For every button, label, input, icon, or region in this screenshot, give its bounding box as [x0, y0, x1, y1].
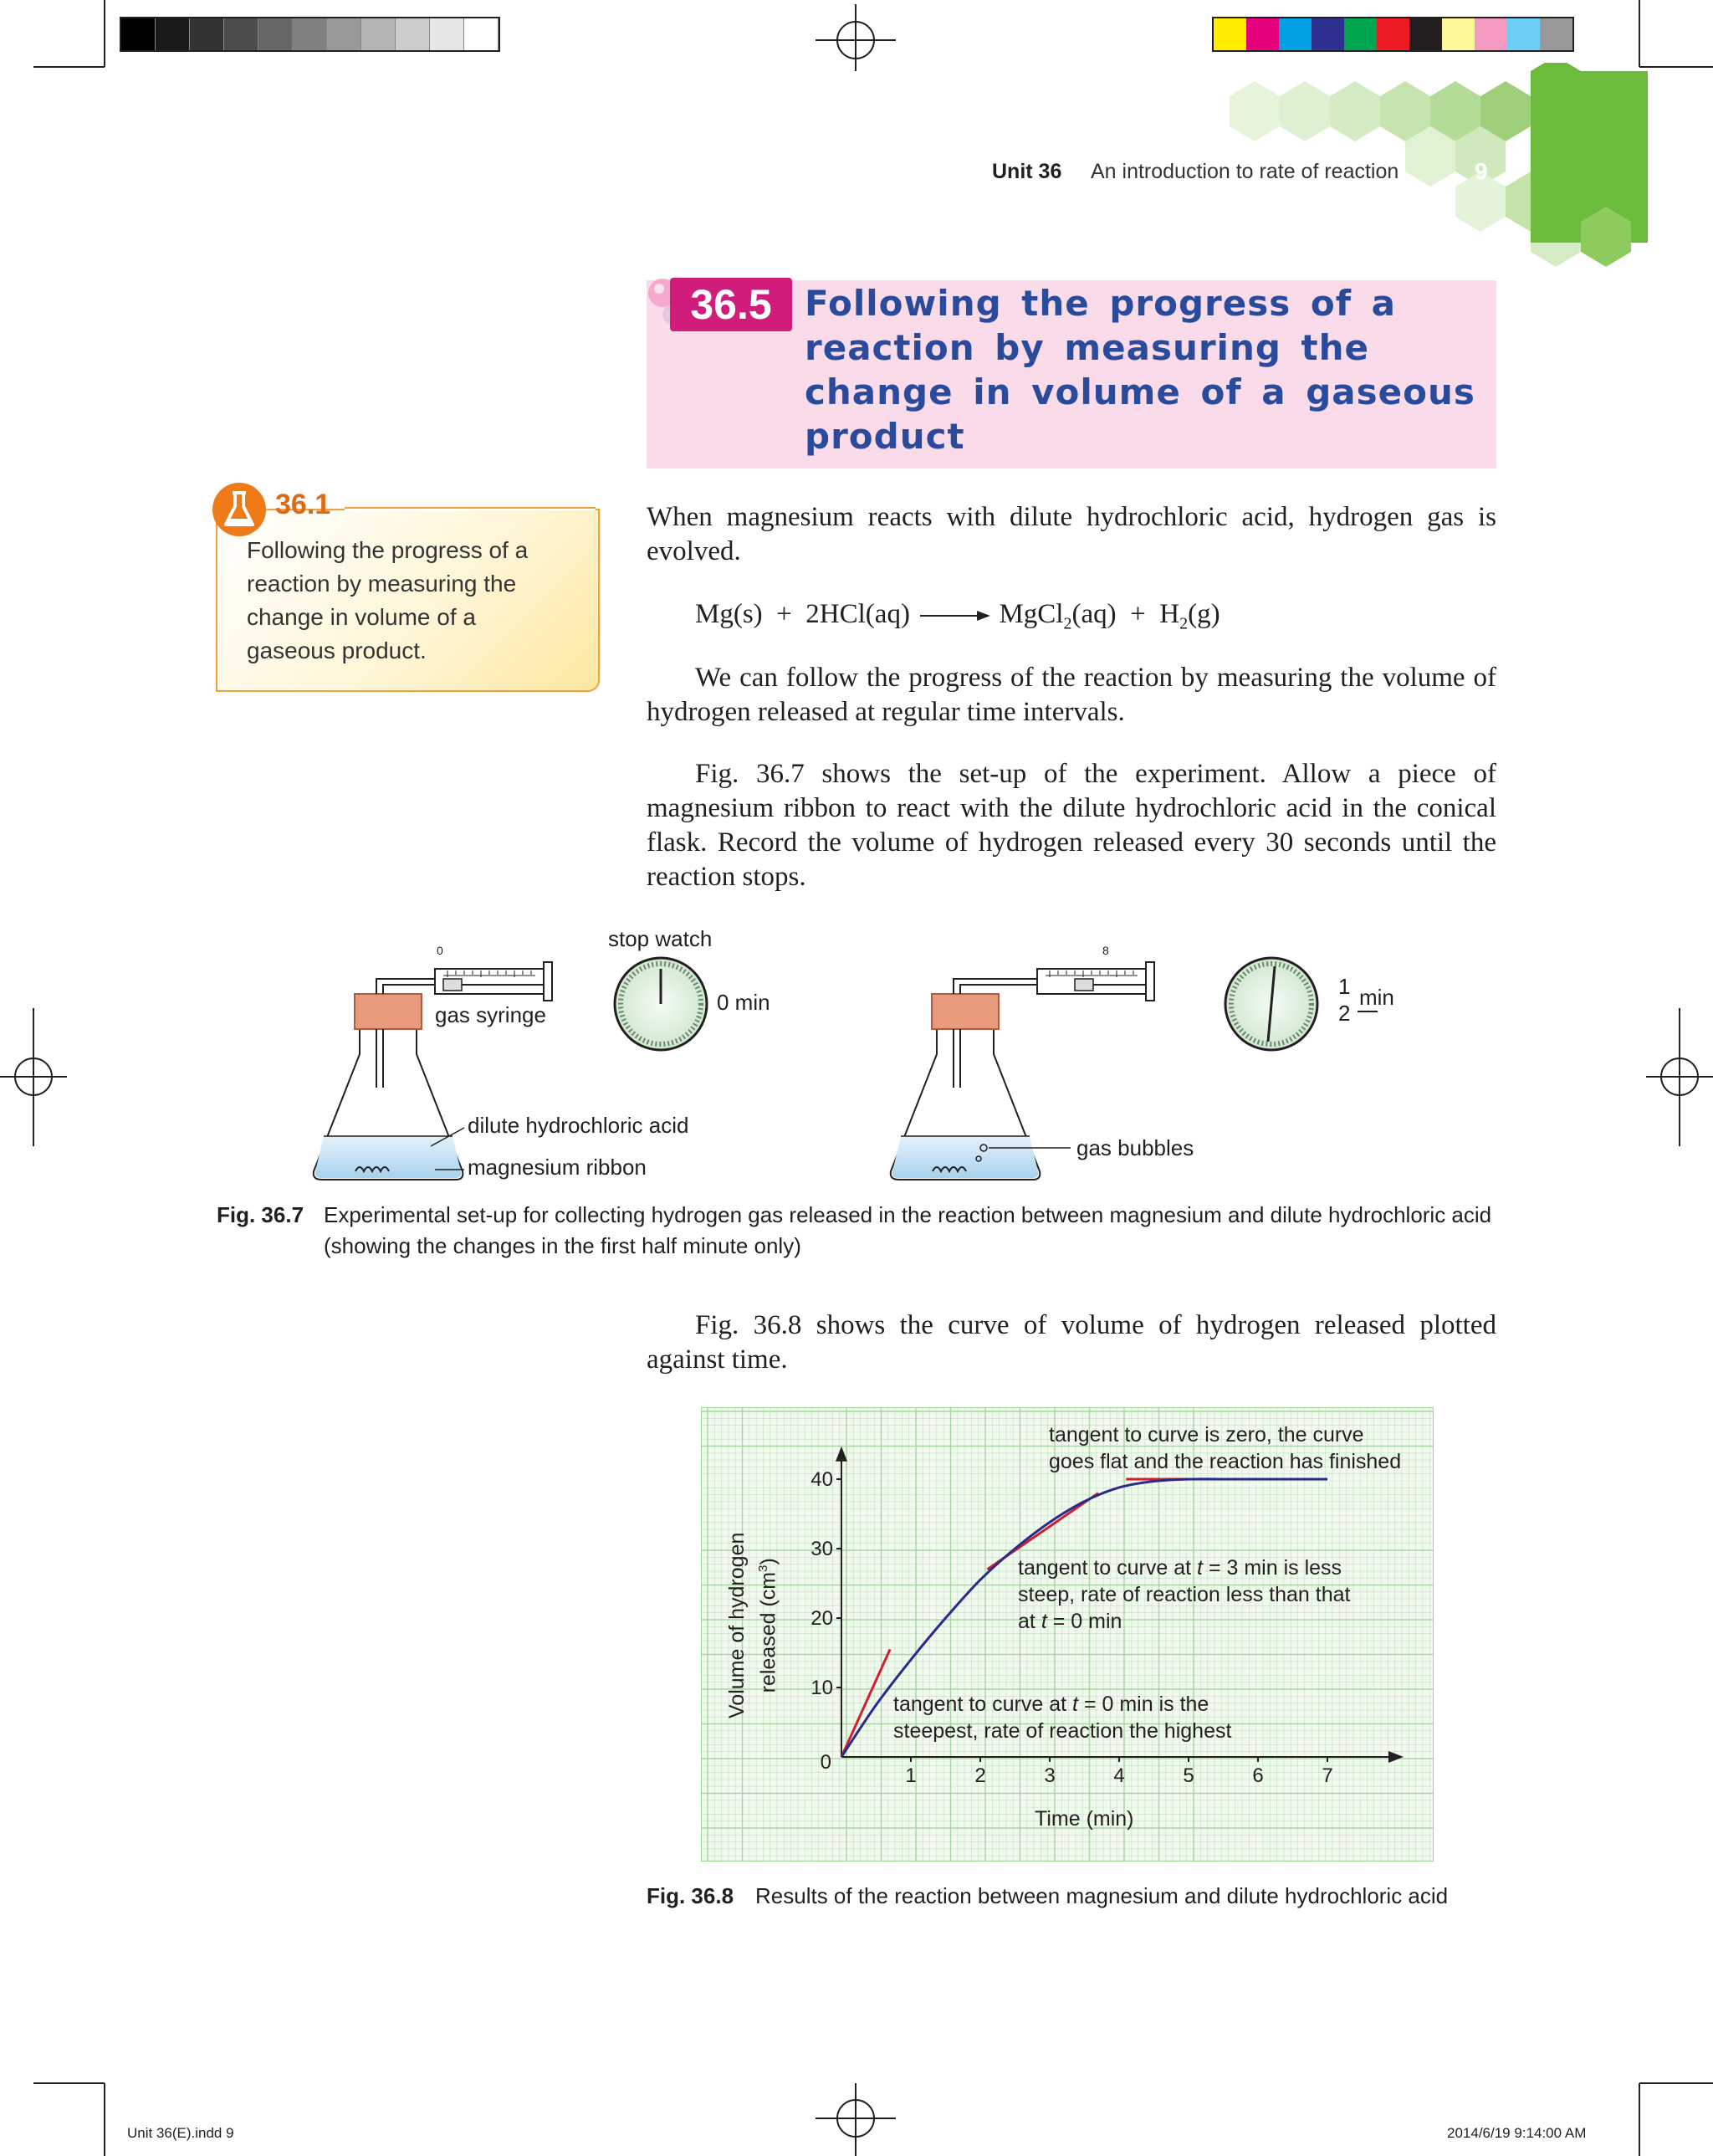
gas-syringe-right: [1037, 962, 1154, 1001]
y-tick-label: 20: [810, 1607, 833, 1630]
annotation-three-min: tangent to curve at t = 3 min is less steep, rate of reaction less than that at t = 0 min: [1018, 1556, 1351, 1633]
annotation-flat: [1049, 1421, 1401, 1475]
label-zero-min: 0 min: [717, 990, 770, 1015]
section-title: Following the progress of a reaction by measuring the change in volume of a gaseous product: [805, 283, 1475, 457]
paragraph-2: We can follow the progress of the reaction by measuring the volume of hydrogen released at regular time intervals.: [647, 663, 1496, 727]
x-tick-label: 5: [1183, 1764, 1194, 1787]
x-tick-label: 6: [1252, 1764, 1264, 1787]
label-gas-syringe: gas syringe: [435, 1002, 546, 1027]
chemical-equation: [695, 599, 1220, 634]
x-tick-label: 2: [974, 1764, 986, 1787]
label-gas-bubbles: gas bubbles: [1076, 1135, 1194, 1160]
footer-file: Unit 36(E).indd 9: [127, 2125, 234, 2141]
paragraph-3: Fig. 36.7 shows the set-up of the experiment. Allow a piece of magnesium ribbon to react with the dilute hydrochloric acid in the conical flask. Record the volume of hydrogen released every 30 seconds until the reaction stops.: [647, 759, 1496, 892]
origin-label: 0: [820, 1751, 831, 1774]
fig-36-7-caption: Experimental set-up for collecting hydrogen gas released in the reaction between magnesium and dilute hydrochloric acid (showing the changes in the first half minute only): [324, 1202, 1492, 1258]
stop-watch-left: [615, 958, 707, 1050]
label-stop-watch: stop watch: [608, 926, 713, 951]
stop-watch-right: [1225, 958, 1317, 1050]
flask-icon: [211, 481, 269, 540]
header-unit-label: Unit 36: [992, 160, 1062, 183]
label-half-numerator: 1: [1338, 974, 1351, 999]
x-tick-label: 4: [1113, 1764, 1125, 1787]
fig-36-7-label: Fig. 36.7: [217, 1202, 304, 1227]
learning-objective-text: Following the progress of a reaction by measuring the change in volume of a gaseous product.: [247, 537, 529, 663]
learning-objective-number: 36.1: [275, 489, 331, 520]
label-half-min-unit: min: [1359, 985, 1394, 1010]
plus-sign: +: [776, 599, 792, 629]
y-tick-label: 40: [810, 1468, 833, 1491]
x-axis-title: Time (min): [1035, 1807, 1134, 1831]
annotation-flat-line-2: goes flat and the reaction has finished: [1049, 1450, 1402, 1473]
fig-36-8-label: Fig. 36.8: [647, 1883, 734, 1908]
syringe-mark-right: 8: [1102, 944, 1109, 957]
y-tick-label: 30: [810, 1538, 833, 1560]
label-dilute-acid: dilute hydrochloric acid: [468, 1113, 689, 1138]
x-tick-label: 3: [1044, 1764, 1056, 1787]
footer-timestamp: 2014/6/19 9:14:00 AM: [1447, 2125, 1587, 2141]
reactant-mg: Mg(s): [695, 599, 763, 629]
x-tick-label: 1: [905, 1764, 917, 1787]
label-half-denominator: 2: [1338, 1001, 1351, 1026]
gas-syringe-left: [435, 962, 552, 1001]
reaction-arrow-icon: [917, 607, 992, 624]
y-tick-label: 10: [810, 1677, 833, 1699]
paragraph-1: When magnesium reacts with dilute hydrochloric acid, hydrogen gas is evolved.: [647, 502, 1496, 566]
label-magnesium-ribbon: magnesium ribbon: [468, 1155, 647, 1180]
paragraph-4: Fig. 36.8 shows the curve of volume of hydrogen released plotted against time.: [647, 1310, 1496, 1375]
header-unit-title: An introduction to rate of reaction: [1091, 160, 1399, 183]
product-mgcl2: MgCl$_2$(aq): [999, 599, 1117, 633]
annotation-flat-line-1: tangent to curve is zero, the curve: [1049, 1423, 1364, 1447]
plus-sign-2: +: [1130, 599, 1146, 629]
experiment-setup-diagram: [284, 929, 1455, 1196]
annotation-zero-min: tangent to curve at t = 0 min is the steepest, rate of reaction the highest: [893, 1693, 1232, 1743]
conical-flask-right: [891, 979, 1041, 1180]
fig-36-8-caption: Results of the reaction between magnesium and dilute hydrochloric acid: [755, 1883, 1449, 1908]
page-number: 9: [1475, 158, 1488, 184]
y-axis-title: Volume of hydrogen released $(cm^3)$: [725, 1532, 780, 1718]
reactant-hcl: 2HCl(aq): [805, 599, 910, 629]
product-h2: $H_2(g)$: [1159, 599, 1220, 633]
section-number-badge: 36.5: [670, 278, 792, 331]
syringe-mark-left: 0: [437, 944, 443, 957]
x-tick-label: 7: [1322, 1764, 1333, 1787]
